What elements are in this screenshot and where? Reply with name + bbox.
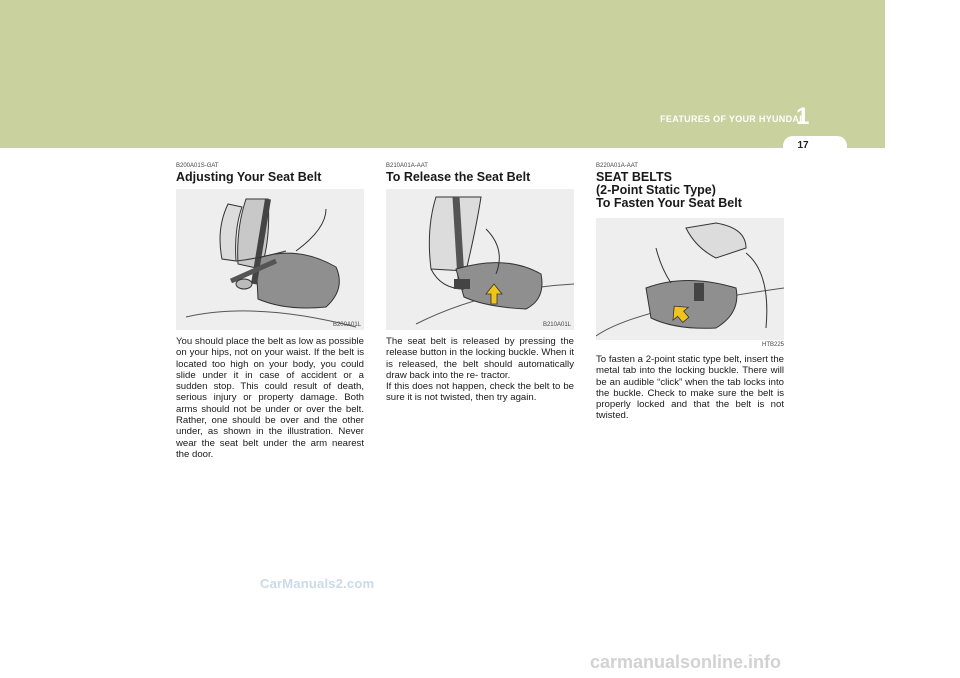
section-body-paragraph: The seat belt is released by pressing the release button in the locking buckle. When it is released, the belt should automatically draw back into the re- tractor. bbox=[386, 336, 574, 381]
section-code: B200A01S-GAT bbox=[176, 163, 219, 169]
seat-belt-release-drawing bbox=[386, 189, 574, 330]
heading-line: SEAT BELTS bbox=[596, 170, 672, 184]
seat-belt-release-illustration bbox=[386, 189, 574, 330]
section-heading bbox=[386, 171, 574, 184]
watermark-top: CarManuals2.com bbox=[260, 576, 375, 591]
seat-belt-fasten-drawing bbox=[596, 218, 784, 340]
heading-line: To Fasten Your Seat Belt bbox=[596, 196, 742, 210]
section-body: To fasten a 2-point static type belt, insert the metal tab into the locking buckle. There will be an audible “click” when the tab locks into the buckle. Check to make sure the belt is properly locked and that the belt is not twisted. bbox=[596, 354, 784, 422]
figure-label: B200A01L bbox=[332, 322, 361, 328]
page-number: 17 bbox=[797, 140, 809, 151]
heading-line: (2-Point Static Type) bbox=[596, 183, 716, 197]
heading-line: Adjusting Your Seat Belt bbox=[176, 170, 322, 184]
section-code: B210A01A-AAT bbox=[386, 163, 428, 169]
section-2point-fasten bbox=[596, 162, 784, 422]
section-heading bbox=[596, 171, 784, 210]
figure-label: HTB225 bbox=[761, 342, 784, 348]
section-release bbox=[386, 162, 574, 404]
chapter-number: 1 bbox=[796, 103, 810, 130]
figure-label: B210A01L bbox=[542, 322, 571, 328]
seat-belt-adjust-drawing bbox=[176, 189, 364, 330]
section-body-paragraph: If this does not happen, check the belt to be sure it is not twisted, then try again. bbox=[386, 381, 574, 404]
chapter-title: FEATURES OF YOUR HYUNDAI bbox=[660, 114, 802, 124]
section-code: B220A01A-AAT bbox=[596, 163, 638, 169]
section-heading bbox=[176, 171, 364, 184]
section-adjusting bbox=[176, 162, 364, 460]
header-band bbox=[0, 0, 885, 148]
watermark-bottom: carmanualsonline.info bbox=[590, 652, 782, 672]
seat-belt-adjust-illustration bbox=[176, 189, 364, 330]
heading-line: To Release the Seat Belt bbox=[386, 170, 531, 184]
section-body: You should place the belt as low as possible on your hips, not on your waist. If the belt is located too high on your body, you could slide under it in case of accident or a sudden stop. This could result of death, serious injury or property damage. Both arms should not be under or over the belt. Rather, one should be over and the other under, as shown in the illustration. Never wear the seat belt under the arm nearest the door. bbox=[176, 336, 364, 460]
seat-belt-fasten-illustration bbox=[596, 218, 784, 340]
